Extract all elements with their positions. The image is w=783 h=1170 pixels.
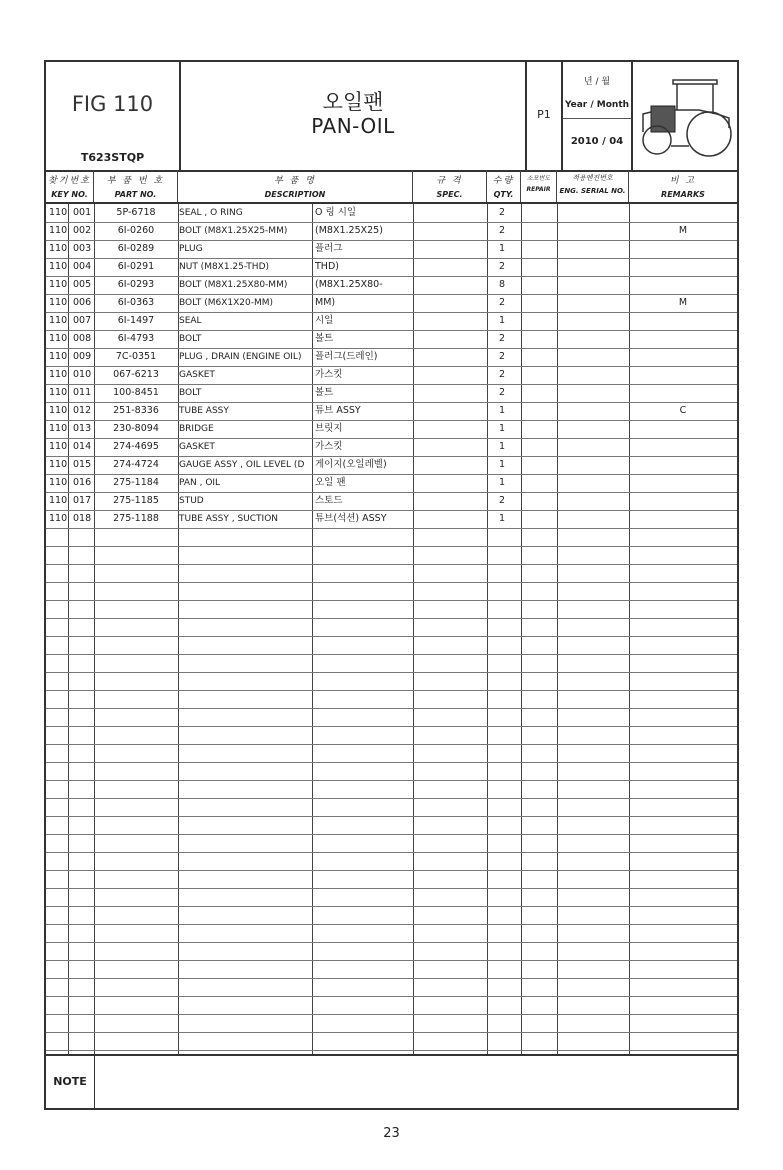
page-cell — [527, 62, 563, 170]
col-remarks: 비 고 REMARKS — [661, 176, 705, 199]
quantity: 1 — [498, 243, 506, 254]
part-number: 251-8336 — [113, 405, 159, 416]
table-row — [46, 276, 737, 295]
quantity: 1 — [498, 459, 506, 470]
description-korean: 가스킷 — [315, 441, 343, 452]
key-number: 110 — [49, 405, 68, 416]
empty-row — [46, 600, 737, 619]
key-sub-number: 017 — [73, 495, 92, 506]
key-sub-number: 010 — [73, 369, 92, 380]
table-row — [46, 384, 737, 403]
part-number: 275-1188 — [113, 513, 159, 524]
description-english: BOLT (M8X1.25X25-MM) — [179, 226, 288, 236]
table-row — [46, 420, 737, 439]
table-row — [46, 294, 737, 313]
empty-row — [46, 564, 737, 583]
empty-row — [46, 618, 737, 637]
year-month-label: Year / Month — [564, 100, 630, 110]
remarks — [629, 348, 737, 366]
issue-date: 2010 / 04 — [570, 136, 624, 147]
key-sub-number: 009 — [73, 351, 92, 362]
remarks — [629, 384, 737, 402]
empty-row — [46, 852, 737, 871]
empty-row — [46, 924, 737, 943]
description-english: PLUG — [179, 244, 203, 254]
part-number: 275-1185 — [113, 495, 159, 506]
part-number: 067-6213 — [113, 369, 159, 380]
description-english: PAN , OIL — [179, 478, 221, 488]
remarks — [629, 456, 737, 474]
sheet-header — [46, 62, 737, 172]
part-number: 274-4695 — [113, 441, 159, 452]
col-key: 찾기번호 KEY NO. — [46, 170, 94, 202]
description-english: BOLT — [179, 334, 202, 344]
quantity: 8 — [498, 279, 506, 290]
description-korean: MM) — [315, 297, 336, 308]
empty-row — [46, 690, 737, 709]
key-number: 110 — [49, 351, 68, 362]
empty-row — [46, 762, 737, 781]
description-english: TUBE ASSY — [179, 406, 229, 416]
description-english: TUBE ASSY , SUCTION — [179, 514, 279, 524]
quantity: 1 — [498, 423, 506, 434]
empty-row — [46, 996, 737, 1015]
note-box — [46, 1054, 737, 1108]
description-korean: 플러그(드레인) — [315, 351, 378, 362]
model-code: T623STQP — [80, 151, 145, 164]
key-number: 110 — [49, 513, 68, 524]
remarks — [629, 276, 737, 294]
description-english: BRIDGE — [179, 424, 214, 434]
description-english: GAUGE ASSY , OIL LEVEL (D — [179, 460, 305, 470]
empty-row — [46, 906, 737, 925]
key-number: 110 — [49, 315, 68, 326]
quantity: 2 — [498, 495, 506, 506]
key-number: 110 — [49, 333, 68, 344]
remarks — [629, 420, 737, 438]
empty-row — [46, 636, 737, 655]
quantity: 2 — [498, 261, 506, 272]
empty-row — [46, 834, 737, 853]
key-sub-number: 015 — [73, 459, 92, 470]
description-english: BOLT — [179, 388, 202, 398]
key-sub-number: 014 — [73, 441, 92, 452]
empty-row — [46, 654, 737, 673]
quantity: 1 — [498, 477, 506, 488]
table-row — [46, 492, 737, 511]
description-korean: 볼트 — [315, 333, 334, 344]
part-number: 100-8451 — [113, 387, 159, 398]
quantity: 1 — [498, 315, 506, 326]
table-row — [46, 204, 737, 223]
empty-row — [46, 726, 737, 745]
table-row — [46, 438, 737, 457]
table-row — [46, 222, 737, 241]
description-english: NUT (M8X1.25-THD) — [179, 262, 270, 272]
col-part-no: 부 품 번 호 PART NO. — [94, 170, 178, 202]
title-korean: 오일팬 — [322, 90, 384, 114]
key-sub-number: 011 — [73, 387, 92, 398]
remarks — [629, 510, 737, 528]
key-number: 110 — [49, 225, 68, 236]
empty-row — [46, 528, 737, 547]
remarks — [629, 240, 737, 258]
table-row — [46, 402, 737, 421]
remarks — [629, 366, 737, 384]
description-korean: 가스킷 — [315, 369, 343, 380]
key-sub-number: 001 — [73, 207, 92, 218]
year-month-cell — [563, 62, 633, 170]
description-korean: 플러그 — [315, 243, 343, 254]
col-qty: 수량 QTY. — [487, 170, 521, 202]
title-cell — [181, 62, 527, 170]
part-number: 6I-4793 — [117, 333, 155, 344]
key-number: 110 — [49, 243, 68, 254]
quantity: 1 — [498, 513, 506, 524]
table-row — [46, 312, 737, 331]
key-sub-number: 005 — [73, 279, 92, 290]
quantity: 2 — [498, 369, 506, 380]
description-korean: 브릿지 — [315, 423, 343, 434]
part-number: 275-1184 — [113, 477, 159, 488]
description-english: BOLT (M6X1X20-MM) — [179, 298, 274, 308]
description-english: SEAL , O RING — [179, 208, 243, 218]
remarks — [629, 204, 737, 222]
description-korean: 오일 팬 — [315, 477, 346, 488]
table-row — [46, 474, 737, 493]
description-english: GASKET — [179, 370, 215, 380]
key-sub-number: 006 — [73, 297, 92, 308]
quantity: 2 — [498, 333, 506, 344]
part-number: 230-8094 — [113, 423, 159, 434]
quantity: 2 — [498, 225, 506, 236]
page-number: 23 — [383, 1126, 400, 1141]
part-number: 274-4724 — [113, 459, 159, 470]
empty-row — [46, 888, 737, 907]
key-number: 110 — [49, 495, 68, 506]
description-english: SEAL — [179, 316, 202, 326]
key-sub-number: 012 — [73, 405, 92, 416]
empty-row — [46, 942, 737, 961]
remarks — [629, 258, 737, 276]
key-number: 110 — [49, 459, 68, 470]
part-number: 6I-0291 — [117, 261, 155, 272]
quantity: 1 — [498, 405, 506, 416]
table-row — [46, 456, 737, 475]
page-code: P1 — [537, 108, 551, 121]
quantity: 2 — [498, 207, 506, 218]
remarks: M — [678, 225, 688, 236]
description-korean: (M8X1.25X80- — [315, 279, 383, 290]
remarks — [629, 474, 737, 492]
description-korean: 스토드 — [315, 495, 343, 506]
col-engine-serial: 적용엔진번호 ENG. SERIAL NO. — [557, 170, 629, 202]
description-english: STUD — [179, 496, 204, 506]
key-sub-number: 013 — [73, 423, 92, 434]
quantity: 1 — [498, 441, 506, 452]
empty-row — [46, 1014, 737, 1033]
description-korean: 튜브(석션) ASSY — [315, 513, 387, 524]
description-korean: THD) — [315, 261, 339, 272]
col-spec: 규 격 SPEC. — [413, 170, 487, 202]
key-sub-number: 002 — [73, 225, 92, 236]
quantity: 2 — [498, 387, 506, 398]
key-number: 110 — [49, 477, 68, 488]
table-row — [46, 240, 737, 259]
key-number: 110 — [49, 207, 68, 218]
table-row — [46, 366, 737, 385]
description-korean: 시일 — [315, 315, 334, 326]
divider — [563, 118, 631, 119]
part-number: 5P-6718 — [116, 207, 156, 218]
tractor-icon — [639, 74, 733, 158]
col-description: 부 품 명 DESCRIPTION — [178, 170, 413, 202]
remarks — [629, 330, 737, 348]
table-row — [46, 348, 737, 367]
empty-row — [46, 672, 737, 691]
remarks: M — [678, 297, 688, 308]
empty-row — [46, 1032, 737, 1051]
column-headers — [46, 170, 737, 204]
table-row — [46, 258, 737, 277]
col-repair: 소모번도 REPAIR — [521, 170, 557, 202]
empty-row — [46, 780, 737, 799]
description-korean: O 링 시일 — [315, 207, 357, 218]
quantity: 2 — [498, 297, 506, 308]
part-number: 6I-0363 — [117, 297, 155, 308]
description-korean: 게이지(오일레벨) — [315, 459, 387, 470]
remarks — [629, 438, 737, 456]
part-number: 7C-0351 — [115, 351, 157, 362]
empty-row — [46, 816, 737, 835]
key-sub-number: 016 — [73, 477, 92, 488]
key-number: 110 — [49, 297, 68, 308]
description-korean: 튜브 ASSY — [315, 405, 361, 416]
key-number: 110 — [49, 261, 68, 272]
remarks: C — [679, 405, 687, 416]
parts-sheet — [44, 60, 739, 1110]
empty-row — [46, 582, 737, 601]
empty-row — [46, 978, 737, 997]
remarks — [629, 312, 737, 330]
empty-row — [46, 960, 737, 979]
year-month-korean: 년 / 월 — [583, 77, 611, 87]
key-number: 110 — [49, 423, 68, 434]
key-number: 110 — [49, 279, 68, 290]
tractor-illustration-cell — [633, 62, 737, 170]
table-row — [46, 330, 737, 349]
description-english: GASKET — [179, 442, 215, 452]
part-number: 6I-0289 — [117, 243, 155, 254]
empty-row — [46, 798, 737, 817]
key-sub-number: 003 — [73, 243, 92, 254]
key-sub-number: 007 — [73, 315, 92, 326]
key-number: 110 — [49, 387, 68, 398]
description-english: BOLT (M8X1.25X80-MM) — [179, 280, 288, 290]
empty-row — [46, 546, 737, 565]
key-number: 110 — [49, 369, 68, 380]
fig-cell — [46, 62, 181, 170]
description-english: PLUG , DRAIN (ENGINE OIL) — [179, 352, 302, 362]
key-sub-number: 018 — [73, 513, 92, 524]
key-sub-number: 008 — [73, 333, 92, 344]
key-number: 110 — [49, 441, 68, 452]
table-row — [46, 510, 737, 529]
description-korean: (M8X1.25X25) — [315, 225, 383, 236]
quantity: 2 — [498, 351, 506, 362]
part-number: 6I-0260 — [117, 225, 155, 236]
empty-row — [46, 708, 737, 727]
title-english: PAN-OIL — [311, 114, 395, 138]
part-number: 6I-0293 — [117, 279, 155, 290]
fig-number: FIG 110 — [71, 92, 154, 116]
note-label: NOTE — [46, 1056, 95, 1108]
part-number: 6I-1497 — [117, 315, 155, 326]
description-korean: 볼트 — [315, 387, 334, 398]
remarks — [629, 492, 737, 510]
empty-row — [46, 744, 737, 763]
empty-row — [46, 870, 737, 889]
key-sub-number: 004 — [73, 261, 92, 272]
